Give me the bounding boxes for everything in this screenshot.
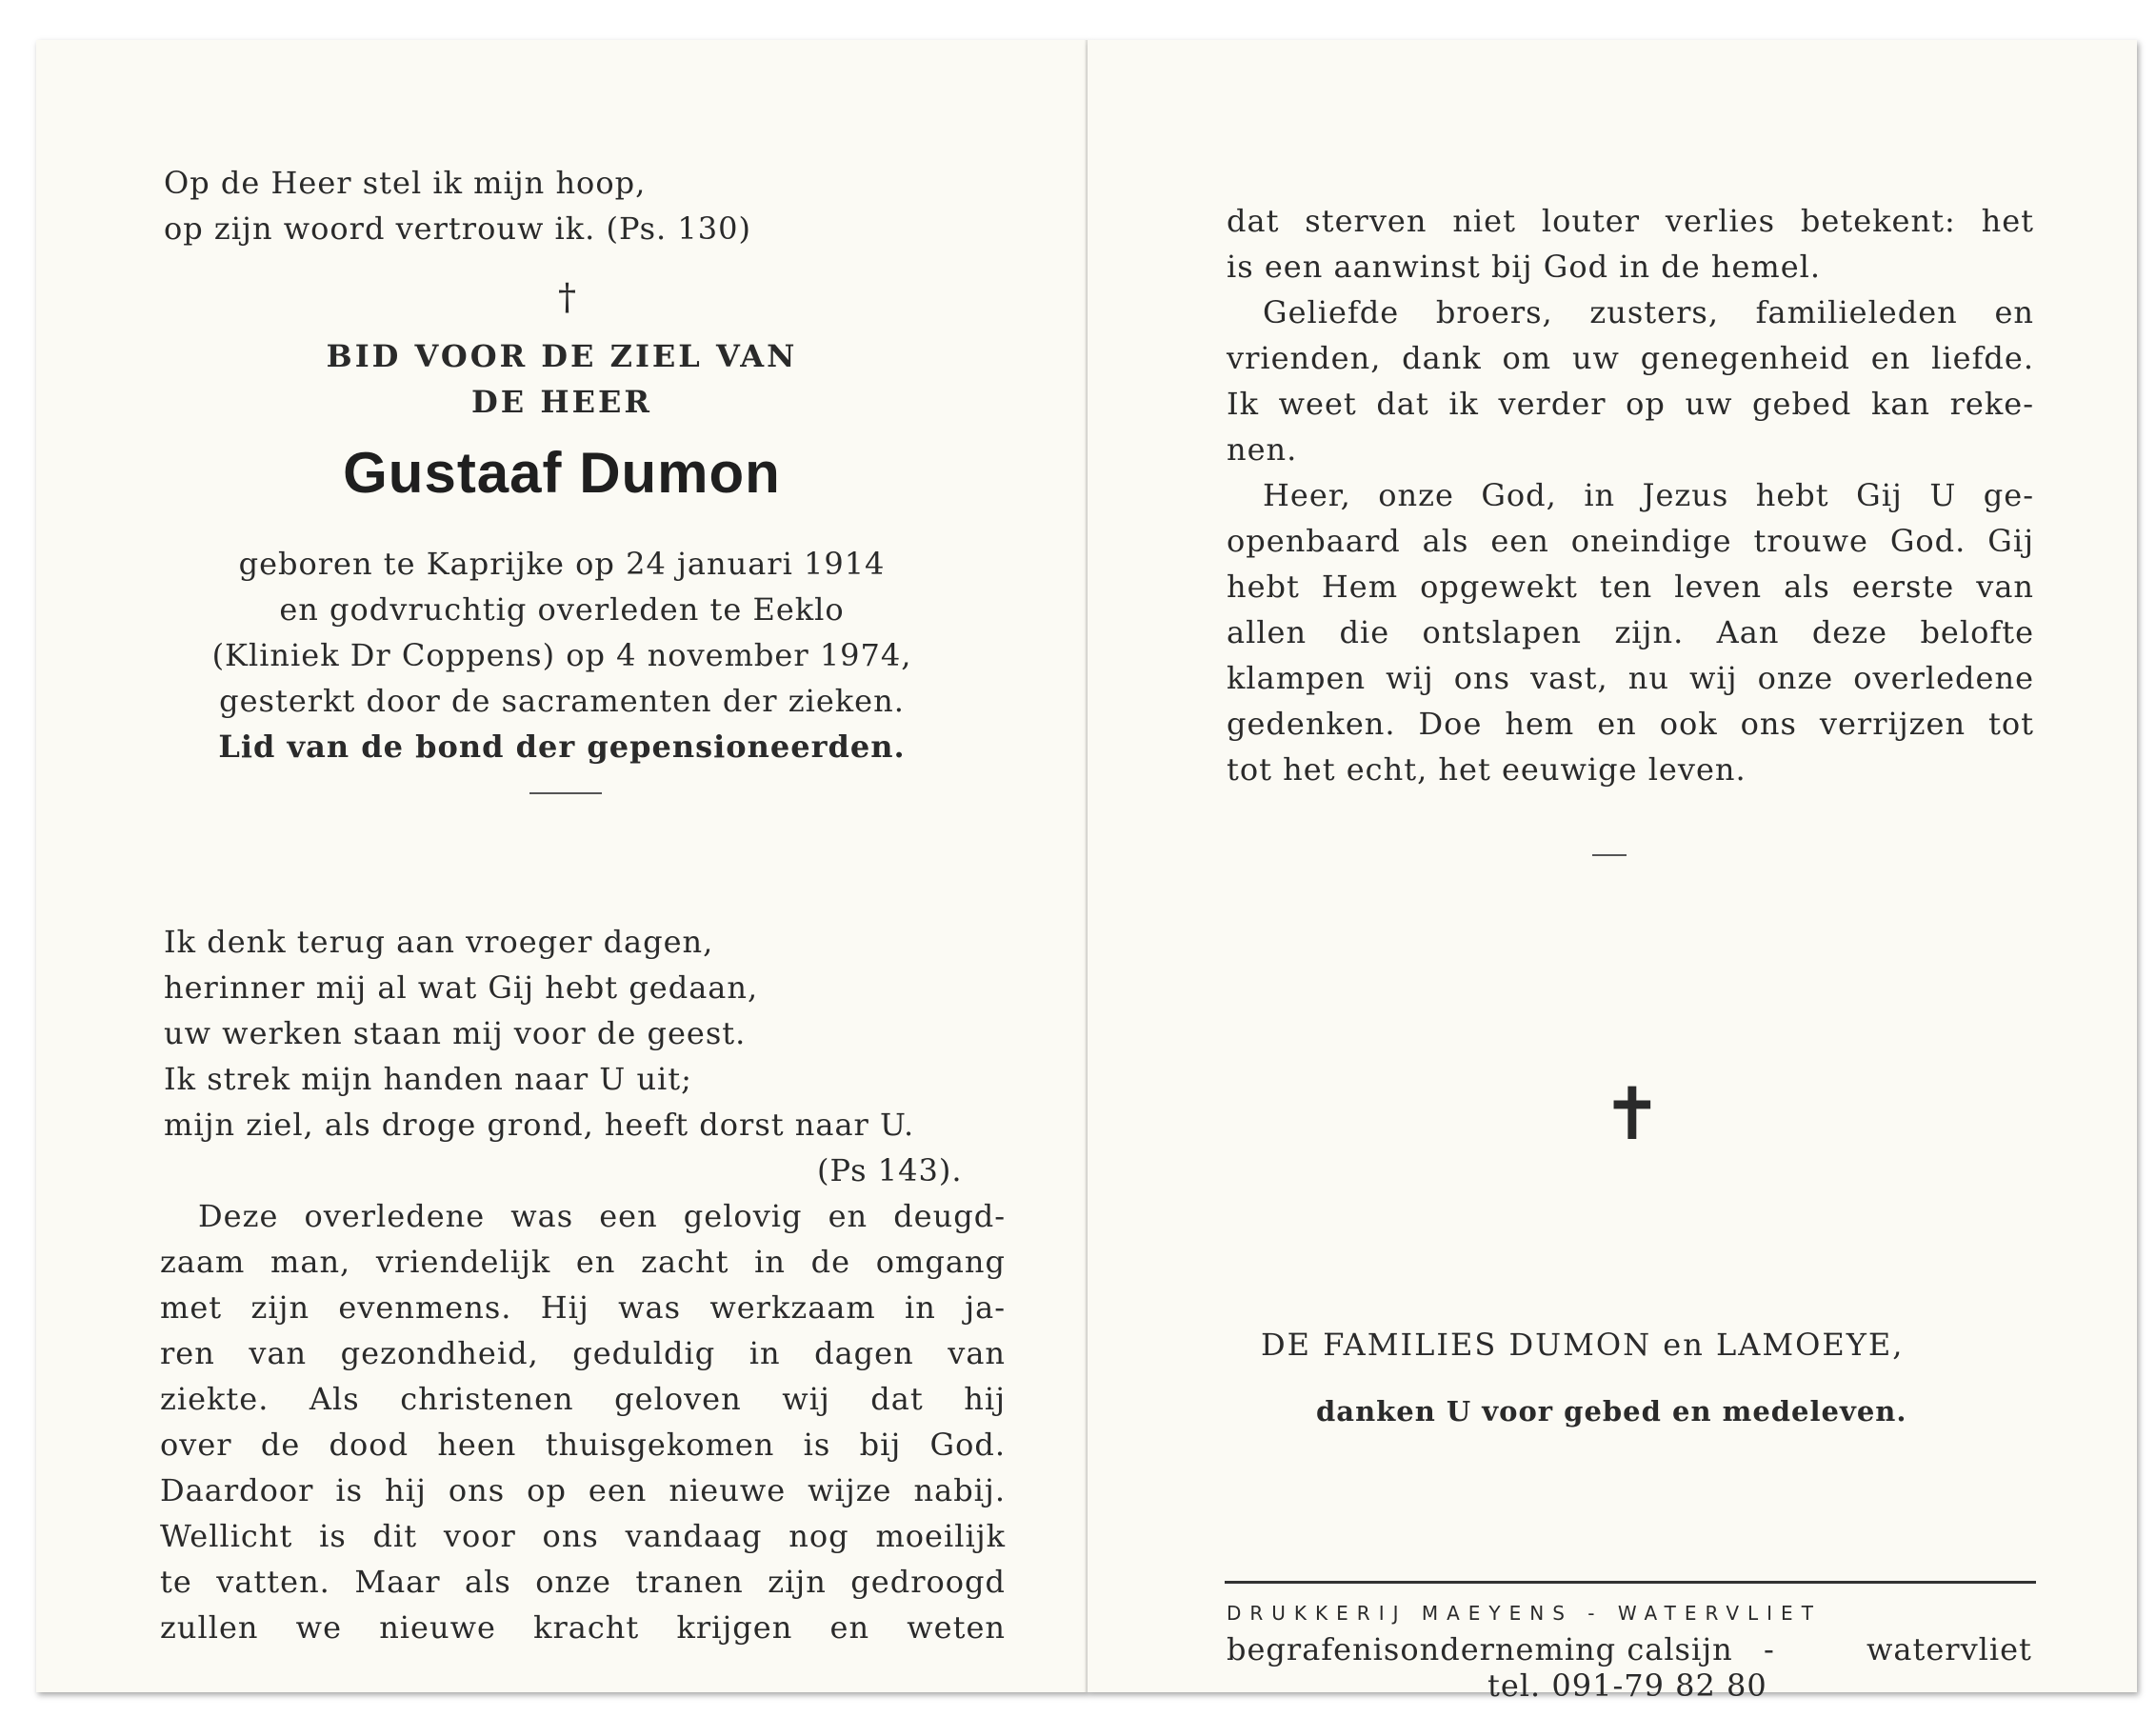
para3-line-6: gedenken. Doe hem en ook ons verrijzen tot: [1227, 706, 2034, 742]
para1-line-2: is een aanwinst bij God in de hemel.: [1227, 249, 1822, 285]
body-line-3: met zijn evenmens. Hij was werkzaam in ja-: [160, 1289, 1006, 1326]
psalm-line-5: mijn ziel, als droge grond, heeft dorst naar U.: [164, 1107, 915, 1143]
cross-icon: ✝: [1602, 1071, 1663, 1156]
body-line-6: over de dood heen thuisgekomen is bij God.: [160, 1427, 1006, 1463]
psalm-line-4: Ik strek mijn handen naar U uit;: [164, 1061, 692, 1097]
para2-line-1: Geliefde broers, zusters, familieleden en: [1263, 294, 2034, 330]
footer-rule: [1225, 1581, 2036, 1584]
psalm-line-2: herinner mij al wat Gij hebt gedaan,: [164, 969, 759, 1006]
deceased-name: Gustaaf Dumon: [343, 441, 781, 505]
epigraph-line-1: Op de Heer stel ik mijn hoop,: [164, 165, 647, 201]
small-cross-icon: †: [558, 276, 576, 318]
body-line-4: ren van gezondheid, geduldig in dagen van: [160, 1335, 1006, 1371]
psalm-line-1: Ik denk terug aan vroeger dagen,: [164, 924, 714, 960]
left-page: [36, 40, 1088, 1692]
para3-line-7: tot het echt, het eeuwige leven.: [1227, 751, 1747, 788]
bio-line-5: Lid van de bond der gepensioneerden.: [218, 729, 906, 765]
para3-line-2: openbaard als een oneindige trouwe God. Gij: [1227, 523, 2034, 559]
undertaker-dash: -: [1764, 1631, 1775, 1667]
families-line: DE FAMILIES DUMON en LAMOEYE,: [1261, 1327, 1905, 1363]
body-line-10: zullen we nieuwe kracht krijgen en weten: [160, 1609, 1006, 1646]
bio-line-1: geboren te Kaprijke op 24 januari 1914: [238, 546, 886, 582]
para3-line-5: klampen wij ons vast, nu wij onze overledene: [1227, 660, 2034, 696]
body-line-1: Deze overledene was een gelovig en deugd-: [198, 1198, 1006, 1234]
para2-line-3: Ik weet dat ik verder op uw gebed kan reke-: [1227, 386, 2034, 422]
para3-line-4: allen die ontslapen zijn. Aan deze belofte: [1227, 614, 2034, 650]
body-line-7: Daardoor is hij ons op een nieuwe wijze nabij.: [160, 1472, 1006, 1508]
undertaker-town: watervliet: [1867, 1631, 2032, 1667]
printer-credit: DRUKKERIJ MAEYENS - WATERVLIET: [1227, 1602, 1822, 1625]
body-line-5: ziekte. Als christenen geloven wij dat hij: [160, 1381, 1006, 1417]
para3-line-3: hebt Hem opgewekt ten leven als eerste van: [1227, 569, 2034, 605]
right-page: [1088, 40, 2137, 1704]
psalm-line-3: uw werken staan mij voor de geest.: [164, 1015, 747, 1051]
para3-line-1: Heer, onze God, in Jezus hebt Gij U ge-: [1263, 477, 2034, 513]
body-line-8: Wellicht is dit voor ons vandaag nog moeilijk: [160, 1518, 1006, 1554]
separator-rule: [1592, 854, 1627, 856]
body-line-2: zaam man, vriendelijk en zacht in de omgang: [160, 1244, 1006, 1280]
separator-rule: [529, 792, 602, 794]
undertaker-name: begrafenisonderneming calsijn: [1227, 1631, 1733, 1667]
prayer-heading-1: BID VOOR DE ZIEL VAN: [326, 338, 798, 374]
thanks-line: danken U voor gebed en medeleven.: [1316, 1395, 1907, 1428]
epigraph-line-2: op zijn woord vertrouw ik. (Ps. 130): [164, 210, 751, 247]
para1-line-1: dat sterven niet louter verlies betekent: het: [1227, 203, 2034, 239]
psalm-reference: (Ps 143).: [817, 1152, 963, 1188]
phone-number: tel. 091-79 82 80: [1487, 1667, 1767, 1704]
prayer-heading-2: DE HEER: [471, 384, 652, 420]
bio-line-4: gesterkt door de sacramenten der zieken.: [219, 683, 905, 719]
para2-line-2: vrienden, dank om uw genegenheid en liefde.: [1227, 340, 2034, 376]
bio-line-3: (Kliniek Dr Coppens) op 4 november 1974,: [211, 637, 912, 673]
bio-line-2: en godvruchtig overleden te Eeklo: [279, 591, 845, 628]
para2-line-4: nen.: [1227, 431, 1298, 468]
body-line-9: te vatten. Maar als onze tranen zijn gedroogd: [160, 1564, 1006, 1600]
